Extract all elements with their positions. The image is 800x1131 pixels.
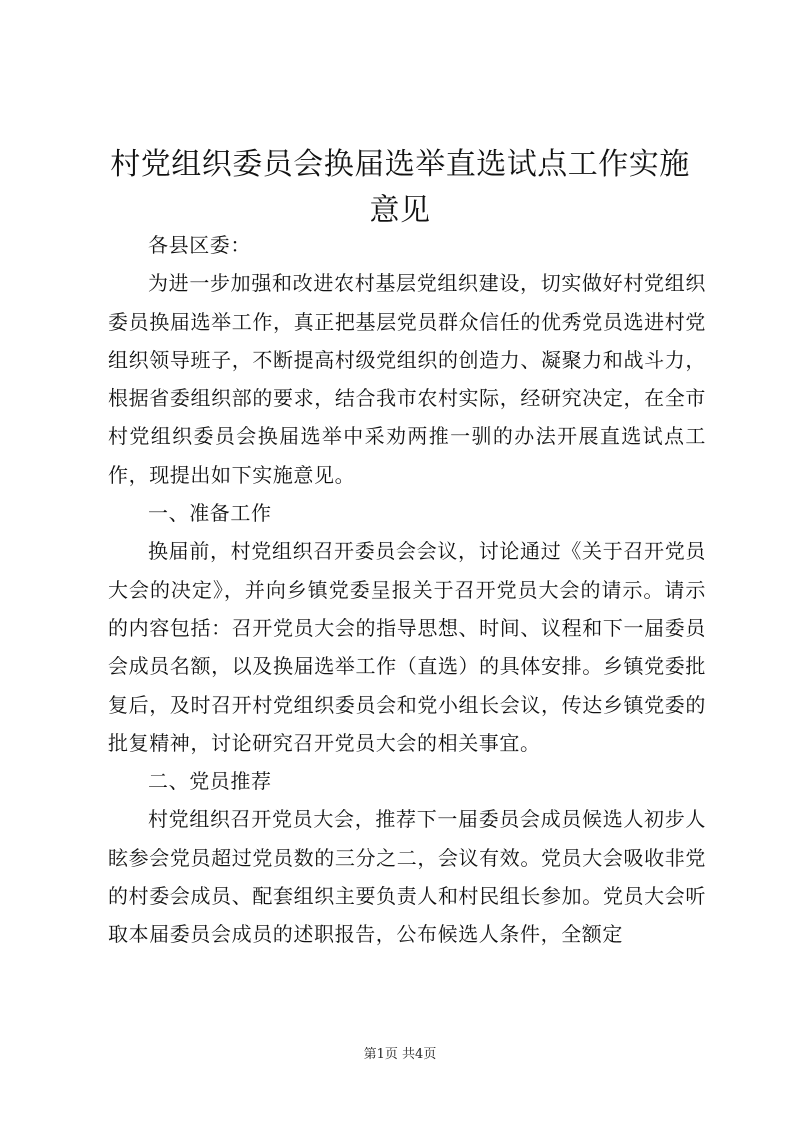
paragraph-recommendation: 村党组织召开党员大会，推荐下一届委员会成员候选人初步人眩参会党员超过党员数的三分之二，会议有效。党员大会吸收非党的村委会成员、配套组织主要负责人和村民组长参加。党员大会听取本届委员会成员的述职报告，公布候选人条件，全额定 <box>108 807 706 947</box>
page-number: 第1页 共4页 <box>363 1047 437 1062</box>
section-heading-preparation: 一、准备工作 <box>148 501 272 526</box>
document-title: 村党组织委员会换届选举直选试点工作实施意见 <box>110 147 690 228</box>
paragraph-intro: 为进一步加强和改进农村基层党组织建设，切实做好村党组织委员换届选举工作，真正把基层党员群众信任的优秀党员选进村党组织领导班子，不断提高村级党组织的创造力、凝聚力和战斗力，根据省委组织部的要求，结合我市农村实际，经研究决定，在全市村党组织委员会换届选举中采劝两推一驯的办法开展直选试点工作，现提出如下实施意见。 <box>108 271 706 487</box>
paragraph-preparation: 换届前，村党组织召开委员会会议，讨论通过《关于召开党员大会的决定》，并向乡镇党委呈报关于召开党员大会的请示。请示的内容包括：召开党员大会的指导思想、时间、议程和下一届委员会成员名额，以及换届选举工作（直选）的具体安排。乡镇党委批复后，及时召开村党组织委员会和党小组长会议，传达乡镇党委的批复精神，讨论研究召开党员大会的相关事宜。 <box>108 539 706 755</box>
section-heading-recommendation: 二、党员推荐 <box>148 769 272 794</box>
salutation: 各县区委： <box>148 233 251 257</box>
page-footer <box>0 1046 800 1064</box>
document-body <box>108 226 706 954</box>
